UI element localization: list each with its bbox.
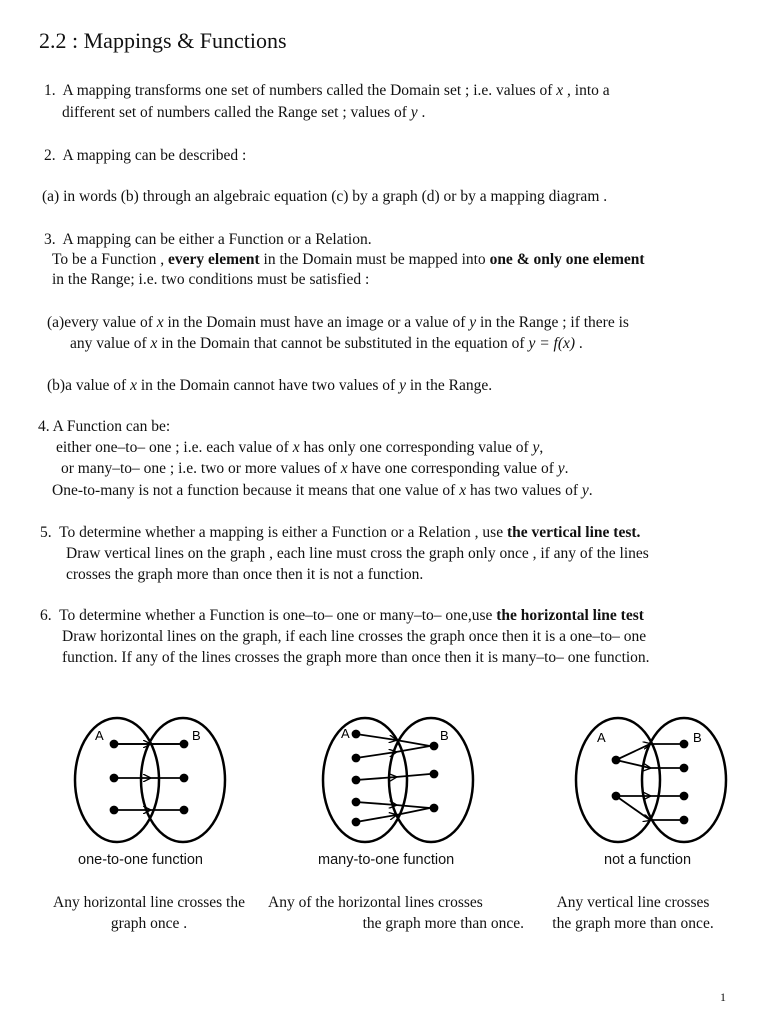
condition-a-line-1 <box>47 312 629 333</box>
var-x: x <box>150 335 158 352</box>
var-x: x <box>459 482 467 499</box>
var-x: x <box>130 377 137 394</box>
set-a-label: A <box>341 726 350 741</box>
bold-text: one & only one element <box>489 251 645 268</box>
text: . <box>575 335 583 352</box>
description-one-to-one <box>38 892 260 934</box>
text: different set of numbers called the Range set ; values of <box>62 104 411 121</box>
var-x: x <box>292 439 300 456</box>
bold-text: the horizontal line test <box>496 607 644 624</box>
item-2 <box>44 145 246 166</box>
set-b-label: B <box>440 728 449 743</box>
text: One-to-many is not a function because it means that one value of <box>52 482 460 499</box>
text: To be a Function , <box>52 251 169 268</box>
text: . <box>588 482 593 499</box>
text: . <box>564 460 569 477</box>
set-b-label: B <box>192 728 201 743</box>
var-y: y <box>399 377 406 394</box>
description-not-a-function <box>538 892 728 934</box>
item-number: 2. <box>44 147 56 164</box>
item-5-line-3: crosses the graph more than once then it is not a function. <box>66 566 424 583</box>
set-b-oval <box>389 718 473 842</box>
desc-line: graph once . <box>110 915 188 932</box>
item-2-options: (a) in words (b) through an algebraic equation (c) by a graph (d) or by a mapping diagram . <box>42 188 608 205</box>
text: A mapping transforms one set of numbers called the Domain set ; i.e. values of <box>62 82 557 99</box>
text: (a)every value of <box>47 314 157 331</box>
equation: y = f(x) <box>528 335 576 352</box>
item-4-line-2 <box>61 458 569 479</box>
condition-a-line-2 <box>70 333 583 354</box>
item-1-line-1 <box>44 80 610 101</box>
set-a-oval <box>576 718 660 842</box>
text: in the Domain cannot have two values of <box>136 377 400 394</box>
text: in the Domain that cannot be substituted in the equation of <box>157 335 529 352</box>
item-6-line-1 <box>40 605 644 626</box>
not-a-function-diagram <box>566 712 736 848</box>
item-3-line-3: in the Range; i.e. two conditions must be satisfied : <box>52 271 370 288</box>
set-b-label: B <box>693 730 702 745</box>
item-6-line-2: Draw horizontal lines on the graph, if each line crosses the graph once then it is a one–to– one <box>62 628 647 645</box>
item-5-line-1 <box>40 522 640 543</box>
set-a-label: A <box>597 730 606 745</box>
var-x: x <box>556 82 564 99</box>
desc-line: Any horizontal line crosses the <box>53 894 245 911</box>
caption-one-to-one: one-to-one function <box>78 852 203 868</box>
text: or many–to– one ; i.e. two or more values of <box>61 460 341 477</box>
var-y: y <box>557 460 565 477</box>
caption-many-to-one: many-to-one function <box>318 852 455 868</box>
item-4-line-1 <box>56 437 543 458</box>
desc-line: Any vertical line crosses <box>556 894 710 911</box>
description-many-to-one <box>268 892 524 934</box>
text: A mapping can be either a Function or a Relation. <box>62 231 372 248</box>
text: . <box>417 104 426 121</box>
var-y: y <box>469 314 477 331</box>
item-6-line-3: function. If any of the lines crosses the graph more than once then it is many–to– one function. <box>62 649 650 666</box>
text: To determine whether a mapping is either a Function or a Relation , use <box>59 524 507 541</box>
item-3-line-2 <box>52 249 645 270</box>
bold-text: every element <box>168 251 260 268</box>
desc-line: Any of the horizontal lines crosses <box>268 894 483 911</box>
var-y: y <box>532 439 540 456</box>
text: any value of <box>70 335 151 352</box>
item-1-line-2 <box>62 102 425 123</box>
item-4-heading: 4. A Function can be: <box>38 418 171 435</box>
page-title: 2.2 : Mappings & Functions <box>39 28 287 53</box>
item-5-line-2: Draw vertical lines on the graph , each line must cross the graph only once , if any of the lines <box>66 545 649 562</box>
text: in the Range. <box>405 377 493 394</box>
item-number: 1. <box>44 82 56 99</box>
item-4-line-3 <box>52 480 593 501</box>
text: , <box>539 439 544 456</box>
var-x: x <box>156 314 164 331</box>
mapping-arrow <box>356 774 430 780</box>
text: have one corresponding value of <box>347 460 558 477</box>
var-x: x <box>340 460 348 477</box>
var-y: y <box>581 482 589 499</box>
item-number: 5. <box>40 524 52 541</box>
desc-line: the graph more than once. <box>362 915 524 932</box>
mapping-arrow <box>616 796 680 820</box>
text: , into a <box>563 82 610 99</box>
one-to-one-diagram <box>68 712 238 848</box>
text: has only one corresponding value of <box>299 439 533 456</box>
text: A mapping can be described : <box>62 147 247 164</box>
set-a-label: A <box>95 728 104 743</box>
text: in the Domain must have an image or a value of <box>163 314 470 331</box>
text: in the Range ; if there is <box>476 314 629 331</box>
caption-not-a-function: not a function <box>604 852 692 868</box>
item-3-line-1 <box>44 229 372 250</box>
text: in the Domain must be mapped into <box>259 251 490 268</box>
text: either one–to– one ; i.e. each value of <box>56 439 293 456</box>
item-number: 6. <box>40 607 52 624</box>
var-y: y <box>410 104 418 121</box>
condition-b <box>47 375 492 396</box>
text: has two values of <box>466 482 582 499</box>
text: (b)a value of <box>47 377 131 394</box>
bold-text: the vertical line test. <box>506 524 641 541</box>
text: To determine whether a Function is one–to– one or many–to– one,use <box>59 607 497 624</box>
many-to-one-diagram <box>316 712 486 848</box>
mapping-arrow <box>616 760 680 768</box>
item-number: 3. <box>44 231 56 248</box>
desc-line: the graph more than once. <box>552 915 714 932</box>
page-number: 1 <box>720 990 726 1004</box>
